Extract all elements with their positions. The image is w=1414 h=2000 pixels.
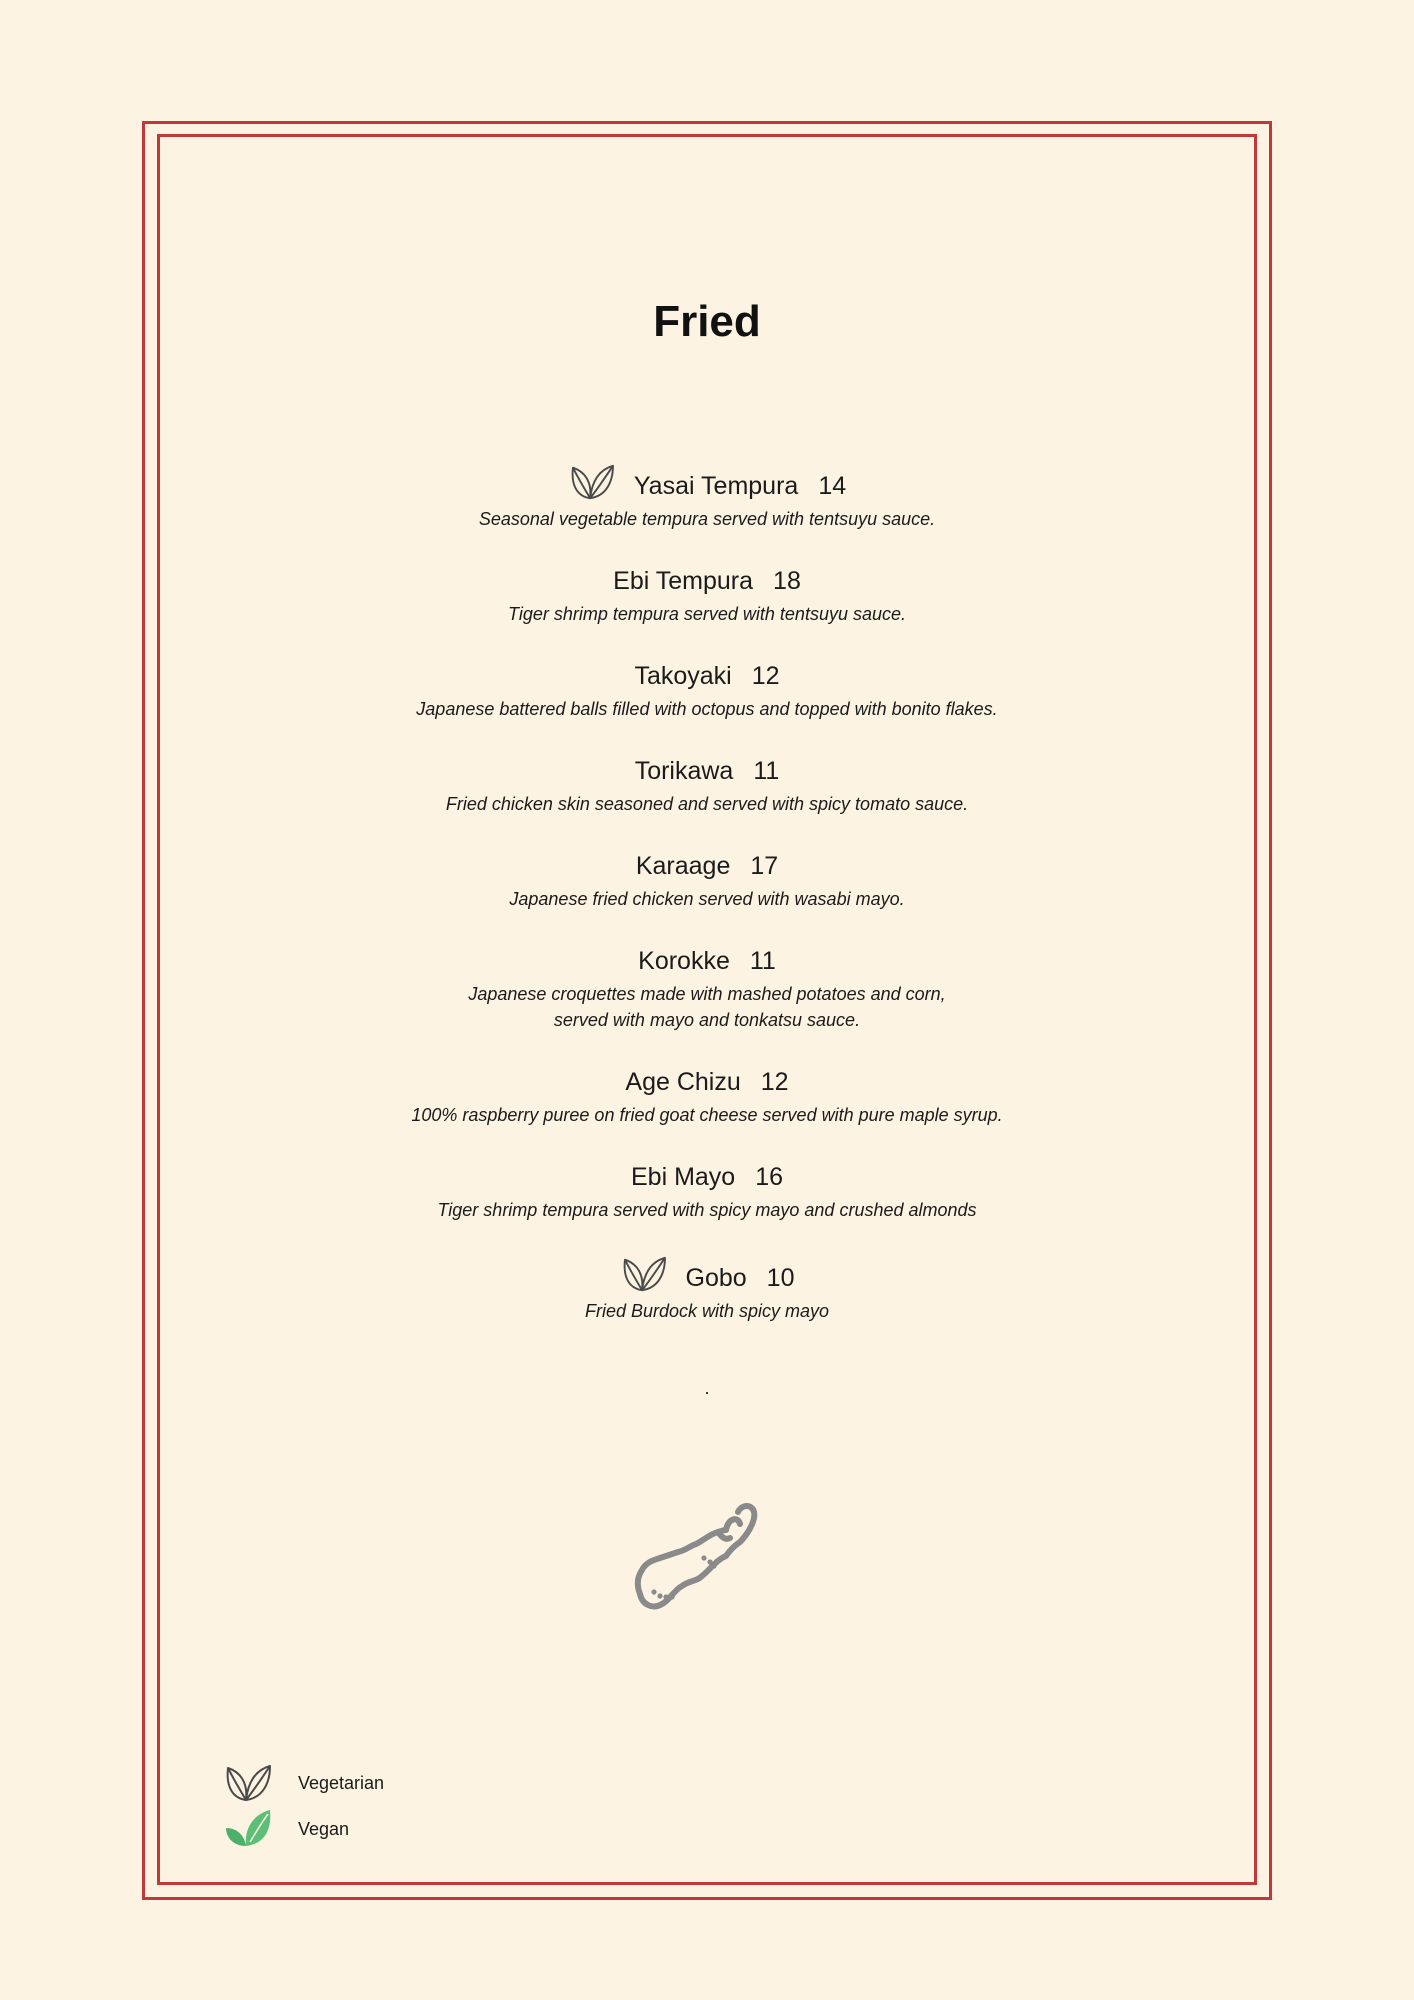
section-title: Fried	[653, 297, 761, 346]
vegetarian-leaf-icon	[568, 462, 616, 502]
menu-item-price: 17	[750, 852, 779, 880]
menu-item-description: Seasonal vegetable tempura served with tentsuyu sauce.	[478, 509, 936, 529]
menu-item	[0, 943, 1414, 1033]
menu-item-header	[0, 848, 1414, 884]
menu-item	[0, 1064, 1414, 1128]
menu-item-header	[0, 563, 1414, 599]
menu-item-price: 14	[818, 472, 847, 500]
menu-item-price: 12	[751, 662, 780, 690]
legend-vegan-label: Vegan	[298, 1818, 350, 1839]
menu-item	[0, 1159, 1414, 1223]
menu-item-header	[0, 1254, 1414, 1296]
menu-item-name: Gobo	[685, 1264, 747, 1292]
menu-item-header	[0, 753, 1414, 789]
menu-item-name: Age Chizu	[625, 1068, 741, 1096]
menu-item-description: Fried Burdock with spicy mayo	[584, 1301, 830, 1321]
menu-item-name: Karaage	[635, 852, 731, 880]
menu-item-description: Tiger shrimp tempura served with spicy mayo and crushed almonds	[437, 1200, 977, 1220]
menu-item-description: 100% raspberry puree on fried goat cheese served with pure maple syrup.	[411, 1105, 1003, 1125]
menu-item-name: Torikawa	[634, 757, 734, 785]
menu-item-header	[0, 462, 1414, 504]
vegan-leaf-icon	[224, 1808, 272, 1850]
menu-item-price: 11	[753, 757, 780, 785]
menu-item	[0, 753, 1414, 817]
menu-item-header	[0, 1159, 1414, 1195]
menu-item-name: Ebi Tempura	[613, 567, 754, 595]
menu-item-name: Yasai Tempura	[633, 472, 799, 500]
menu-item-header	[0, 1064, 1414, 1100]
menu-item-description: Japanese battered balls filled with octopus and topped with bonito flakes.	[416, 699, 998, 719]
menu-item-price: 11	[749, 947, 776, 975]
vegetarian-leaf-icon	[224, 1762, 272, 1804]
menu-item-price: 10	[766, 1264, 795, 1292]
menu-item-description: Tiger shrimp tempura served with tentsuyu sauce.	[507, 604, 906, 624]
menu-item-name: Ebi Mayo	[630, 1163, 736, 1191]
menu-item-description: Fried chicken skin seasoned and served with spicy tomato sauce.	[445, 794, 969, 814]
menu-item-description: Japanese croquettes made with mashed potatoes and corn, served with mayo and tonkatsu sauce.	[468, 984, 946, 1030]
menu-item	[0, 563, 1414, 627]
menu-item	[0, 848, 1414, 912]
legend-vegetarian-label: Vegetarian	[298, 1772, 385, 1793]
menu-item-price: 16	[755, 1163, 784, 1191]
menu-item-name: Takoyaki	[634, 662, 732, 690]
menu-item-description: Japanese fried chicken served with wasabi mayo.	[509, 889, 905, 909]
menu-item-price: 18	[773, 567, 801, 595]
fried-shrimp-icon	[630, 1500, 780, 1640]
menu-item	[0, 658, 1414, 722]
menu-item	[0, 462, 1414, 532]
legend-vegan	[224, 1806, 384, 1852]
dietary-legend	[224, 1760, 384, 1852]
menu-item-header	[0, 658, 1414, 694]
legend-vegetarian	[224, 1760, 384, 1806]
menu-item	[0, 1254, 1414, 1324]
footer-mark: .	[704, 1378, 710, 1398]
menu-item-name: Korokke	[638, 947, 730, 975]
menu-list	[0, 462, 1414, 1355]
menu-item-header	[0, 943, 1414, 979]
menu-item-price: 12	[760, 1068, 789, 1096]
vegetarian-leaf-icon	[620, 1254, 668, 1294]
